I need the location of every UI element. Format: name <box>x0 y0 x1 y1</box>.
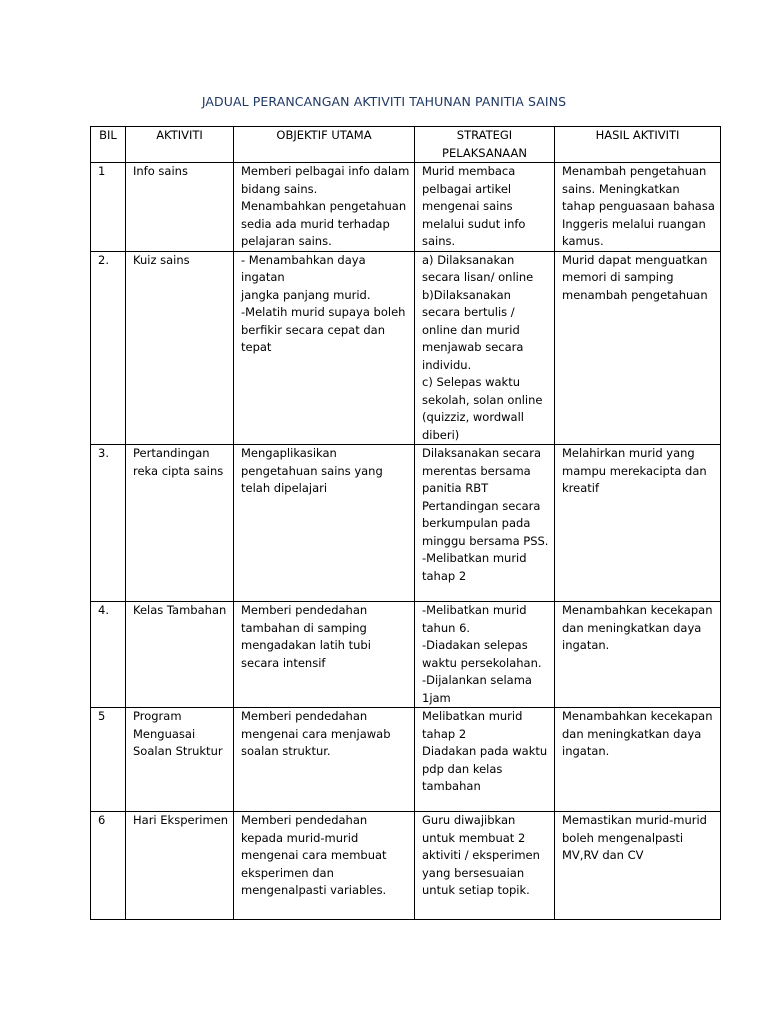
cell-bil: 1 <box>91 163 126 252</box>
header-objektif-utama: OBJEKTIF UTAMA <box>234 127 415 163</box>
cell-objektif: Memberi pelbagai info dalam bidang sains. Menambahkan pengetahuan sedia ada murid terhadap pelajaran sains. <box>234 163 415 252</box>
cell-strategi: -Melibatkan murid tahun 6. -Diadakan selepas waktu persekolahan. -Dijalankan selama 1jam <box>415 602 555 708</box>
cell-objektif: Mengaplikasikan pengetahuan sains yang telah dipelajari <box>234 445 415 602</box>
cell-objektif: Memberi pendedahan kepada murid-murid mengenai cara membuat eksperimen dan mengenalpasti variables. <box>234 812 415 920</box>
table-row <box>91 445 721 602</box>
table-row <box>91 602 721 708</box>
cell-hasil: Memastikan murid-murid boleh mengenalpasti MV,RV dan CV <box>555 812 721 920</box>
cell-strategi: Melibatkan murid tahap 2 Diadakan pada waktu pdp dan kelas tambahan <box>415 708 555 812</box>
cell-hasil: Menambah pengetahuan sains. Meningkatkan tahap penguasaan bahasa Inggeris melalui ruangan kamus. <box>555 163 721 252</box>
cell-objektif: - Menambahkan daya ingatan jangka panjang murid. -Melatih murid supaya boleh berfikir secara cepat dan tepat <box>234 251 415 445</box>
cell-hasil: Menambahkan kecekapan dan meningkatkan daya ingatan. <box>555 708 721 812</box>
activity-plan-table <box>90 126 721 920</box>
cell-aktiviti: Info sains <box>126 163 234 252</box>
cell-strategi: a) Dilaksanakan secara lisan/ online b)Dilaksanakan secara bertulis / online dan murid menjawab secara individu. c) Selepas waktu sekolah, solan online (quizziz, wordwall diberi) <box>415 251 555 445</box>
cell-hasil: Murid dapat menguatkan memori di samping menambah pengetahuan <box>555 251 721 445</box>
cell-aktiviti: Kelas Tambahan <box>126 602 234 708</box>
cell-objektif: Memberi pendedahan tambahan di samping mengadakan latih tubi secara intensif <box>234 602 415 708</box>
header-bil: BIL <box>91 127 126 163</box>
document-title: JADUAL PERANCANGAN AKTIVITI TAHUNAN PANITIA SAINS <box>201 94 567 109</box>
cell-strategi: Murid membaca pelbagai artikel mengenai sains melalui sudut info sains. <box>415 163 555 252</box>
table-row <box>91 708 721 812</box>
header-aktiviti: AKTIVITI <box>126 127 234 163</box>
cell-aktiviti: Pertandingan reka cipta sains <box>126 445 234 602</box>
cell-strategi: Guru diwajibkan untuk membuat 2 aktiviti / eksperimen yang bersesuaian untuk setiap topik. <box>415 812 555 920</box>
cell-hasil: Menambahkan kecekapan dan meningkatkan daya ingatan. <box>555 602 721 708</box>
table-header-row <box>91 127 721 163</box>
table-row <box>91 251 721 445</box>
cell-bil: 4. <box>91 602 126 708</box>
cell-aktiviti: Kuiz sains <box>126 251 234 445</box>
cell-strategi: Dilaksanakan secara merentas bersama panitia RBT Pertandingan secara berkumpulan pada minggu bersama PSS. -Melibatkan murid tahap 2 <box>415 445 555 602</box>
cell-aktiviti: Program Menguasai Soalan Struktur <box>126 708 234 812</box>
cell-hasil: Melahirkan murid yang mampu merekacipta dan kreatif <box>555 445 721 602</box>
cell-bil: 6 <box>91 812 126 920</box>
cell-bil: 3. <box>91 445 126 602</box>
cell-objektif: Memberi pendedahan mengenai cara menjawab soalan struktur. <box>234 708 415 812</box>
cell-bil: 5 <box>91 708 126 812</box>
header-hasil-aktiviti: HASIL AKTIVITI <box>555 127 721 163</box>
cell-aktiviti: Hari Eksperimen <box>126 812 234 920</box>
cell-bil: 2. <box>91 251 126 445</box>
header-strategi-pelaksanaan: STRATEGI PELAKSANAAN <box>415 127 555 163</box>
table-row <box>91 812 721 920</box>
table-row <box>91 163 721 252</box>
